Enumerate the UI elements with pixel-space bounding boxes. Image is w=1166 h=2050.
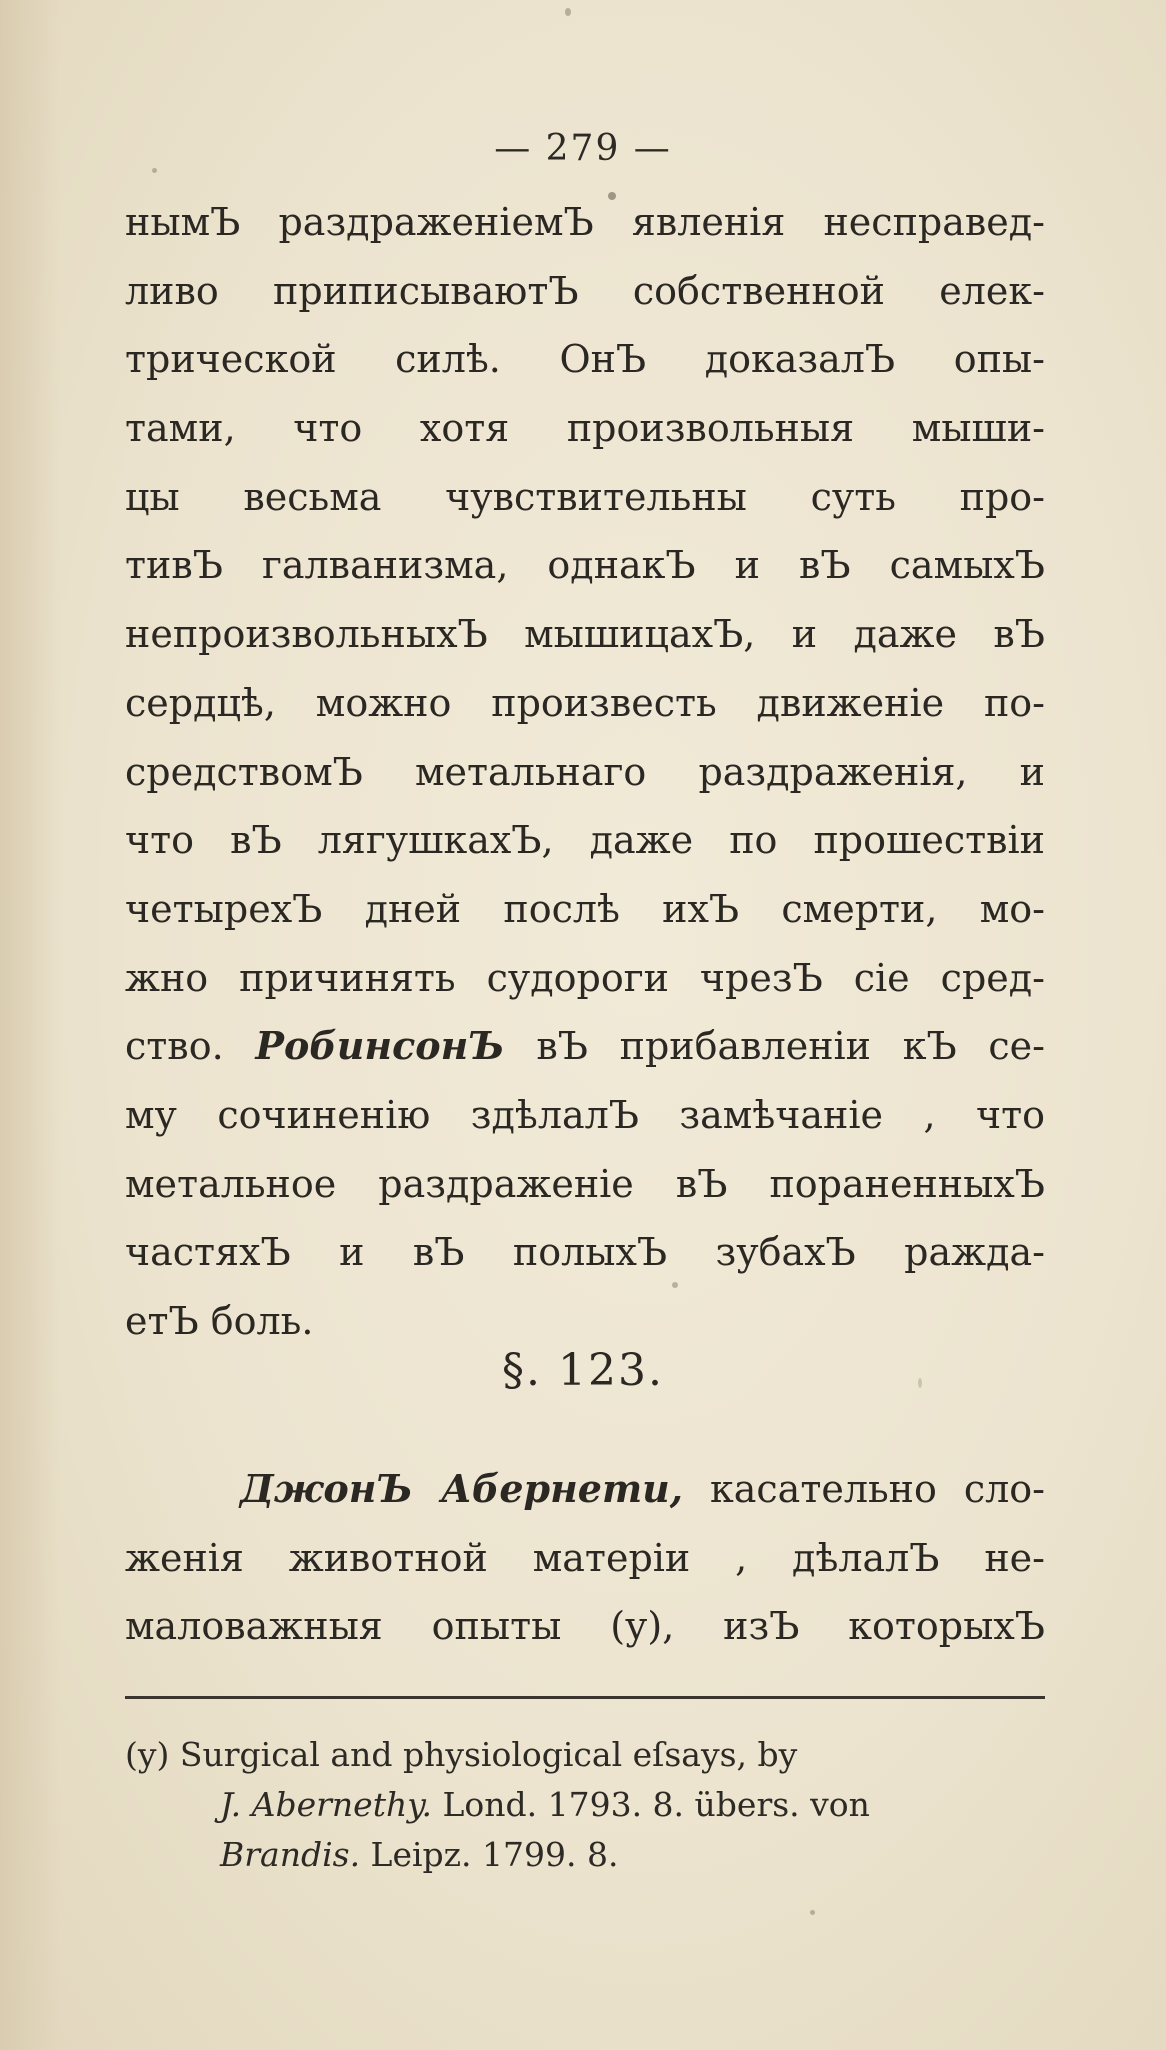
text-line: что вЪ лягушкахЪ, даже по прошествіи <box>125 818 1045 863</box>
paper-speck <box>810 1910 815 1915</box>
footnote-line <box>125 1830 1045 1880</box>
footnote-rule <box>125 1696 1045 1699</box>
footnote-line: (y) Surgical and physiological eſsays, by <box>125 1735 798 1774</box>
text-line: етЪ боль. <box>125 1299 314 1343</box>
text-segment: вЪ прибавленіи кЪ се- <box>504 1024 1046 1069</box>
text-line: маловажныя опыты (у), изЪ которыхЪ <box>125 1604 1045 1649</box>
text-line: метальное раздраженіе вЪ пораненныхЪ <box>125 1161 1045 1206</box>
text-line: непроизвольныхЪ мышицахЪ, и даже вЪ <box>125 612 1045 657</box>
text-line: женія животной матеріи , дѣлалЪ не- <box>125 1535 1045 1580</box>
paper-speck <box>565 8 571 16</box>
text-line: частяхЪ и вЪ полыхЪ зубахЪ раждa- <box>125 1230 1045 1275</box>
text-segment: касательно сло- <box>683 1467 1045 1511</box>
text-line: четырехЪ дней послѣ ихЪ смерти, мо- <box>125 886 1045 931</box>
text-line: тами, что хотя произвольныя мыши- <box>125 406 1045 451</box>
text-line: ливо приписываютЪ собственной елек- <box>125 268 1045 313</box>
footnote-segment: Lond. 1793. 8. übers. von <box>431 1785 870 1824</box>
text-line: трической силѣ. ОнЪ доказалЪ опы- <box>125 337 1045 382</box>
section-heading: §. 123. <box>502 1345 664 1396</box>
footnote-italic: J. Abernethy. <box>220 1785 432 1824</box>
footnote-italic: Brandis. <box>220 1835 361 1874</box>
footnote-line <box>125 1780 1045 1830</box>
footnote <box>125 1730 1045 1880</box>
text-line <box>125 1012 1045 1081</box>
page-number: — 279 — <box>494 128 672 169</box>
text-line: средствомЪ метальнаго раздраженія, и <box>125 749 1045 794</box>
text-segment: ство. <box>125 1024 256 1069</box>
italic-name: ДжонЪ Абернети, <box>240 1466 684 1511</box>
text-line: сердцѣ, можно произвесть движеніе по- <box>125 680 1045 725</box>
text-line: нымЪ раздраженіемЪ явленія несправед- <box>125 200 1045 244</box>
text-line: цы весьма чувствительны суть про- <box>125 474 1045 519</box>
text-line <box>125 1455 1045 1524</box>
italic-name: РобинсонЪ <box>255 1023 505 1069</box>
text-line: жно причинять судороги чрезЪ сіе сред- <box>125 955 1045 1000</box>
main-text-continued <box>125 1455 1045 1661</box>
footnote-segment: Leipz. 1799. 8. <box>360 1835 619 1874</box>
text-line: тивЪ галванизма, однакЪ и вЪ самыхЪ <box>125 543 1045 588</box>
page-edge-shadow <box>0 0 60 2050</box>
text-line: му сочиненію здѣлалЪ замѣчаніе , что <box>125 1092 1045 1137</box>
main-text <box>125 188 1045 1356</box>
